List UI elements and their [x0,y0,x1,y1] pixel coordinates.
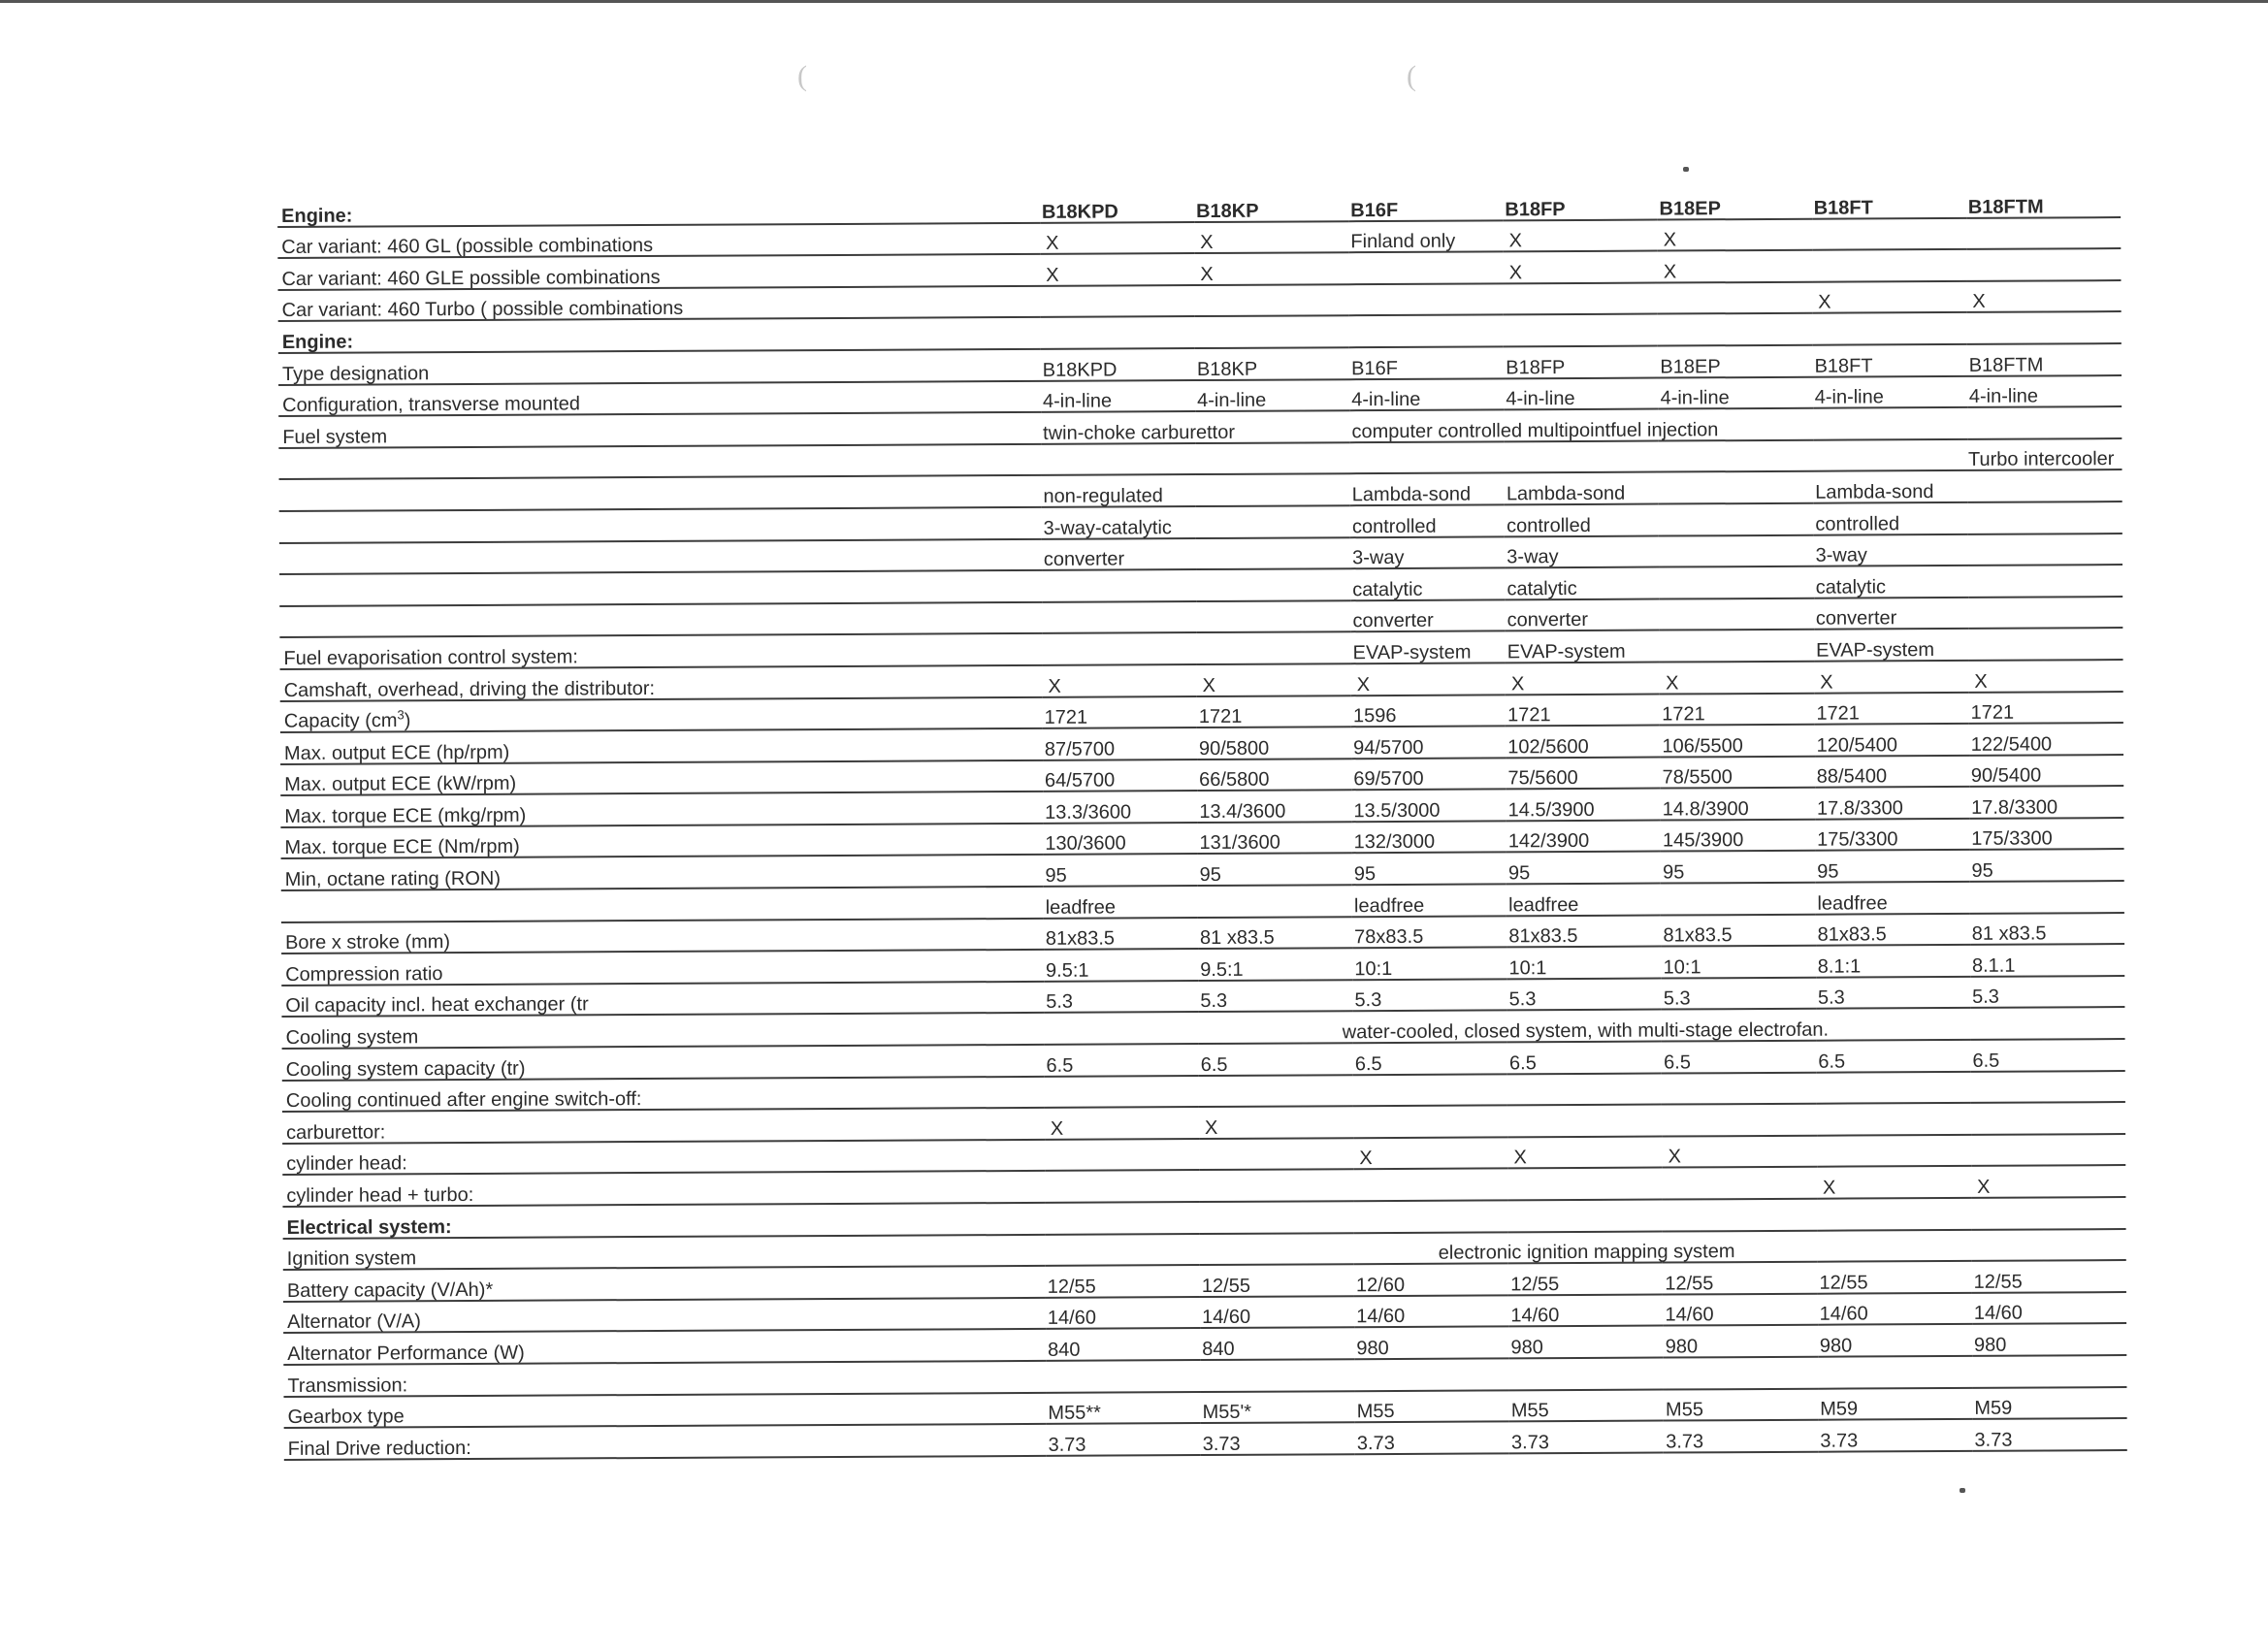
capacity-cell: 1721 [1660,693,1814,725]
evap-cell [1042,632,1196,664]
torque-mkg-cell: 13.4/3600 [1197,790,1351,822]
variant-cell [1194,284,1348,316]
fuel-detail-cell: converter [1042,537,1350,570]
battery-cell: 12/55 [1817,1261,1971,1293]
fuel-system-label: Fuel system [278,412,1041,448]
compression-cell: 10:1 [1352,948,1507,980]
output-hp-cell: 87/5700 [1043,728,1197,760]
engine-col-header: B18EP [1657,188,1811,219]
gearbox-cell: M55** [1046,1392,1200,1424]
capacity-cell: 1721 [1506,694,1660,726]
torque-mkg-label: Max. torque ECE (mkg/rpm) [280,792,1043,827]
config-cell: 4-in-line [1195,379,1349,411]
compression-cell: 9.5:1 [1044,949,1198,981]
type-cell: B18EP [1658,345,1812,377]
type-designation-label: Type designation [278,349,1041,385]
engine-col-header: B18FP [1503,189,1657,220]
torque-mkg-cell: 14.5/3900 [1507,789,1661,821]
alternator-cell: 14/60 [1663,1293,1817,1325]
output-kw-cell: 78/5500 [1660,756,1814,788]
fuel-detail-cell: controlled [1505,503,1659,535]
final-drive-cell: 3.73 [1509,1421,1664,1453]
engine-col-header: B18KP [1194,190,1348,221]
cylinder-head-turbo-cell [1199,1170,1353,1202]
scan-artifact-mark: ( [1407,60,1416,92]
cylinder-head-turbo-cell [1353,1169,1507,1201]
camshaft-cell: X [1351,663,1506,695]
variant-cell: X [1194,221,1348,253]
config-cell: 4-in-line [1658,376,1812,408]
final-drive-cell: 3.73 [1972,1418,2126,1450]
scan-speck [1683,167,1689,172]
leadfree-cell: leadfree [1507,884,1661,916]
output-hp-cell: 106/5500 [1660,725,1814,757]
capacity-cell: 1721 [1814,692,1968,724]
type-cell: B16F [1349,346,1504,378]
torque-nm-cell: 131/3600 [1197,822,1351,854]
leadfree-cell [1198,885,1352,917]
engine-col-header: B18KPD [1040,191,1194,222]
gearbox-cell: M59 [1972,1387,2126,1419]
compression-cell: 10:1 [1662,946,1816,978]
torque-nm-cell: 130/3600 [1043,823,1197,855]
oil-cell: 5.3 [1970,976,2124,1008]
alternator-cell: 14/60 [1972,1292,2126,1324]
variant-gl-label: Car variant: 460 GL (possible combinations [277,222,1040,258]
compression-label: Compression ratio [281,950,1044,986]
leadfree-cell [1969,881,2123,913]
leadfree-cell: leadfree [1044,886,1198,918]
final-drive-label: Final Drive reduction: [284,1424,1047,1460]
compression-cell: 8.1:1 [1816,945,1970,977]
variant-cell [1504,282,1658,314]
config-cell: 4-in-line [1041,380,1195,412]
ignition-cell: electronic ignition mapping system [1045,1229,2125,1266]
config-cell: 4-in-line [1349,378,1504,410]
fuel-detail-cell: 3-way [1505,535,1659,567]
type-cell: B18KP [1195,347,1349,379]
output-kw-cell: 88/5400 [1815,756,1969,788]
capacity-cell: 1721 [1043,696,1197,728]
torque-mkg-cell: 17.8/3300 [1969,786,2123,818]
variant-cell: X [1966,280,2121,312]
alt-perf-cell: 980 [1354,1327,1508,1359]
engine-header-label: Engine: [277,192,1040,227]
cooling-capacity-label: Cooling system capacity (tr) [282,1045,1045,1081]
variant-cell [1040,285,1194,317]
camshaft-cell: X [1197,663,1351,695]
alt-perf-cell: 980 [1972,1323,2126,1355]
type-cell: B18FT [1812,344,1966,376]
cylinder-head-cell: X [1507,1136,1662,1168]
oil-cell: 5.3 [1662,978,1816,1010]
alt-perf-cell: 980 [1508,1326,1663,1358]
cylinder-head-turbo-cell [1663,1167,1817,1199]
bore-stroke-cell: 81x83.5 [1661,914,1815,946]
leadfree-cell: leadfree [1352,884,1507,916]
output-kw-cell: 69/5700 [1351,758,1506,790]
torque-mkg-cell: 13.5/3000 [1351,790,1506,822]
variant-cell [1658,281,1812,313]
variant-cell: X [1194,252,1348,284]
cylinder-head-turbo-cell [1508,1168,1663,1200]
alt-perf-cell: 840 [1046,1328,1200,1360]
torque-nm-cell: 145/3900 [1661,820,1815,852]
cylinder-head-cell: X [1663,1136,1817,1168]
output-kw-label: Max. output ECE (kW/rpm) [280,760,1043,796]
type-cell: B18FP [1504,346,1658,378]
scan-artifact-mark: ( [797,60,807,92]
variant-cell [1349,283,1504,315]
evap-cell: EVAP-system [1350,631,1505,663]
cylinder-head-cell [1971,1134,2125,1166]
battery-cell: 12/60 [1354,1264,1508,1296]
torque-mkg-cell: 14.8/3900 [1661,788,1815,820]
scan-top-edge [0,0,2268,3]
output-hp-cell: 120/5400 [1814,724,1968,756]
fuel-injection-cell: computer controlled multipointfuel injection [1349,406,2122,442]
oil-cell: 5.3 [1352,979,1507,1011]
octane-cell: 95 [1507,852,1661,884]
octane-cell: 95 [1969,850,2123,882]
gearbox-cell: M55 [1664,1388,1818,1420]
transmission-label: Transmission: [283,1361,1046,1397]
fuel-detail-cell: Lambda-sond [1813,469,2122,502]
fuel-detail-cell: controlled [1813,501,2122,534]
carburettor-cell [1507,1105,1662,1137]
gearbox-label: Gearbox type [283,1392,1046,1428]
cooling-capacity-cell: 6.5 [1507,1042,1662,1074]
capacity-label: Capacity $(cm^3)$ [280,696,1043,732]
output-kw-cell: 64/5700 [1043,760,1197,792]
alternator-cell: 14/60 [1818,1293,1972,1325]
gearbox-cell: M55 [1509,1389,1664,1421]
final-drive-cell: 3.73 [1818,1419,1972,1451]
cooling-system-cell: water-cooled, closed system, with multi-stage electrofan. [1044,1007,2124,1044]
final-drive-cell: 3.73 [1201,1422,1355,1454]
torque-nm-cell: 175/3300 [1969,818,2123,850]
gearbox-cell: M55'* [1200,1391,1354,1423]
output-kw-cell: 66/5800 [1197,759,1351,791]
cylinder-head-label: cylinder head: [282,1140,1045,1176]
variant-cell [1348,252,1503,284]
output-hp-label: Max. output ECE (hp/rpm) [280,728,1043,764]
fuel-detail-cell: 3-way [1813,534,2122,566]
carburettor-cell [1817,1103,1971,1135]
gearbox-cell: M59 [1818,1387,1972,1419]
fuel-detail-cell: converter [1505,598,1659,630]
octane-cell: 95 [1352,853,1507,885]
capacity-cell: 1721 [1197,695,1351,728]
evap-label: Fuel evaporisation control system: [279,633,1042,669]
bore-stroke-label: Bore x stroke (mm) [281,919,1044,954]
output-hp-cell: 94/5700 [1351,726,1506,758]
evap-cell: EVAP-system [1814,629,1968,661]
capacity-cell: 1596 [1351,695,1506,727]
bore-stroke-cell: 81 x83.5 [1970,913,2124,945]
cooling-system-label: Cooling system [281,1013,1044,1049]
alternator-label: Alternator (V/A) [283,1298,1046,1334]
cylinder-head-cell [1045,1139,1199,1171]
config-cell: 4-in-line [1813,375,1967,407]
type-cell: B18KPD [1041,348,1195,380]
variant-cell: X [1040,222,1194,254]
compression-cell: 10:1 [1507,947,1661,979]
configuration-label: Configuration, transverse mounted [278,380,1041,416]
output-kw-cell: 90/5400 [1969,755,2123,787]
cooling-capacity-cell: 6.5 [1662,1041,1816,1073]
battery-cell: 12/55 [1508,1263,1663,1295]
torque-mkg-cell: 13.3/3600 [1043,791,1197,823]
turbo-intercooler-cell: Turbo intercooler [1659,438,2122,472]
fuel-detail-cell: 3-way-catalytic [1042,505,1350,538]
battery-cell: 12/55 [1046,1265,1200,1297]
cooling-capacity-cell: 6.5 [1353,1042,1507,1074]
battery-cell: 12/55 [1663,1262,1817,1294]
torque-nm-cell: 132/3000 [1352,821,1507,853]
cylinder-head-turbo-cell [1045,1170,1199,1202]
octane-cell: 95 [1198,854,1352,886]
cylinder-head-cell [1199,1138,1353,1170]
oil-capacity-label: Oil capacity incl. heat exchanger (tr [281,982,1044,1018]
evap-cell [1660,630,1814,662]
camshaft-cell: X [1814,661,1968,693]
octane-label: Min, octane rating (RON) [281,855,1044,890]
engine-section-label: Engine: [278,317,1041,353]
alt-perf-cell: 980 [1664,1325,1818,1357]
alternator-cell: 14/60 [1508,1294,1663,1326]
alternator-cell: 14/60 [1046,1297,1200,1329]
cooling-capacity-cell: 6.5 [1816,1040,1970,1072]
cooling-capacity-cell: 6.5 [1970,1039,2124,1071]
cylinder-head-turbo-label: cylinder head + turbo: [282,1171,1045,1207]
alternator-cell: 14/60 [1354,1295,1508,1327]
evap-cell: EVAP-system [1506,630,1660,663]
variant-cell: Finland only [1348,220,1503,252]
electrical-section-label: Electrical system: [282,1203,1045,1239]
evap-cell [1196,632,1350,664]
cylinder-head-turbo-cell: X [1817,1166,1971,1198]
type-cell: B18FTM [1967,343,2122,375]
carburettor-label: carburettor: [282,1108,1045,1144]
octane-cell: 95 [1661,851,1815,883]
variant-cell: X [1040,253,1194,285]
alternator-performance-label: Alternator Performance (W) [283,1329,1046,1365]
fuel-detail-cell: Lambda-sond [1350,473,1505,505]
octane-cell: 95 [1043,855,1197,887]
battery-cell: 12/55 [1200,1264,1354,1296]
camshaft-cell: X [1660,662,1814,694]
bore-stroke-cell: 81x83.5 [1044,918,1198,950]
camshaft-cell: X [1968,660,2122,692]
engine-spec-table [277,186,2127,1461]
oil-cell: 5.3 [1198,980,1352,1012]
fuel-detail-cell: catalytic [1814,565,2123,598]
compression-cell: 8.1.1 [1970,944,2124,976]
variant-cell: X [1504,251,1658,283]
variant-turbo-label: Car variant: 460 Turbo ( possible combinations [278,286,1041,322]
variant-cell: X [1658,250,1812,282]
bore-stroke-cell: 81x83.5 [1507,915,1661,947]
evap-cell [1968,628,2122,660]
variant-cell [1812,249,1966,281]
compression-cell: 9.5:1 [1198,948,1352,980]
fuel-detail-cell: non-regulated [1041,474,1349,507]
cylinder-head-turbo-cell: X [1971,1165,2125,1197]
gearbox-cell: M55 [1355,1390,1509,1422]
battery-label: Battery capacity (V/Ah)* [283,1266,1046,1302]
output-hp-cell: 102/5600 [1506,726,1660,758]
output-hp-cell: 122/5400 [1969,723,2123,755]
torque-nm-label: Max. torque ECE (Nm/rpm) [280,824,1043,859]
torque-nm-cell: 175/3300 [1815,819,1969,851]
alternator-cell: 14/60 [1200,1296,1354,1328]
variant-cell: X [1812,281,1966,313]
battery-cell: 12/55 [1972,1260,2126,1292]
ignition-label: Ignition system [283,1234,1046,1270]
carburettor-cell [1353,1106,1507,1138]
oil-cell: 5.3 [1816,977,1970,1009]
engine-col-header: B18FT [1812,187,1966,218]
output-kw-cell: 75/5600 [1506,757,1660,789]
octane-cell: 95 [1815,850,1969,882]
camshaft-cell: X [1042,664,1196,696]
cooling-capacity-cell: 6.5 [1044,1044,1198,1076]
bore-stroke-cell: 81 x83.5 [1198,917,1352,949]
leadfree-cell: leadfree [1815,882,1969,914]
carburettor-cell [1971,1102,2125,1134]
final-drive-cell: 3.73 [1664,1420,1818,1452]
oil-cell: 5.3 [1507,978,1662,1010]
cooling-continued-label: Cooling continued after engine switch-off: [282,1076,1045,1112]
fuel-detail-cell: catalytic [1350,568,1505,600]
variant-cell [1966,248,2121,280]
camshaft-cell: X [1506,662,1660,694]
alt-perf-cell: 980 [1818,1324,1972,1356]
leadfree-cell [1661,883,1815,915]
oil-cell: 5.3 [1044,981,1198,1013]
torque-mkg-cell: 17.8/3300 [1815,787,1969,819]
carburettor-cell [1662,1104,1816,1136]
carburettor-cell: X [1199,1106,1353,1138]
camshaft-label: Camshaft, overhead, driving the distributor: [280,665,1043,701]
fuel-detail-cell: 3-way [1350,536,1505,568]
bore-stroke-cell: 78x83.5 [1352,916,1507,948]
cylinder-head-cell [1817,1135,1971,1167]
cooling-capacity-cell: 6.5 [1199,1043,1353,1075]
variant-cell [1812,217,1966,249]
output-hp-cell: 90/5800 [1197,727,1351,759]
engine-col-header: B16F [1348,189,1503,220]
fuel-detail-cell: converter [1350,599,1505,631]
cylinder-head-cell: X [1353,1137,1507,1169]
variant-cell: X [1503,219,1657,251]
fuel-detail-cell: controlled [1350,504,1505,536]
alt-perf-cell: 840 [1200,1328,1354,1360]
engine-col-header: B18FTM [1966,186,2121,217]
capacity-cell: 1721 [1968,692,2122,724]
config-cell: 4-in-line [1504,377,1658,409]
variant-cell [1966,217,2121,249]
carburettor-cell: X [1045,1107,1199,1139]
scan-speck [1960,1488,1965,1493]
final-drive-cell: 3.73 [1046,1423,1200,1455]
fuel-detail-cell: converter [1814,597,2123,630]
torque-nm-cell: 142/3900 [1507,820,1661,852]
fuel-carb-cell: twin-choke carburettor [1041,410,1349,443]
final-drive-cell: 3.73 [1355,1422,1509,1454]
bore-stroke-cell: 81x83.5 [1815,914,1969,946]
variant-gle-label: Car variant: 460 GLE possible combinations [277,254,1040,290]
fuel-detail-cell: Lambda-sond [1505,472,1659,504]
fuel-detail-cell: catalytic [1505,567,1659,599]
config-cell: 4-in-line [1967,375,2122,407]
variant-cell: X [1658,218,1812,250]
